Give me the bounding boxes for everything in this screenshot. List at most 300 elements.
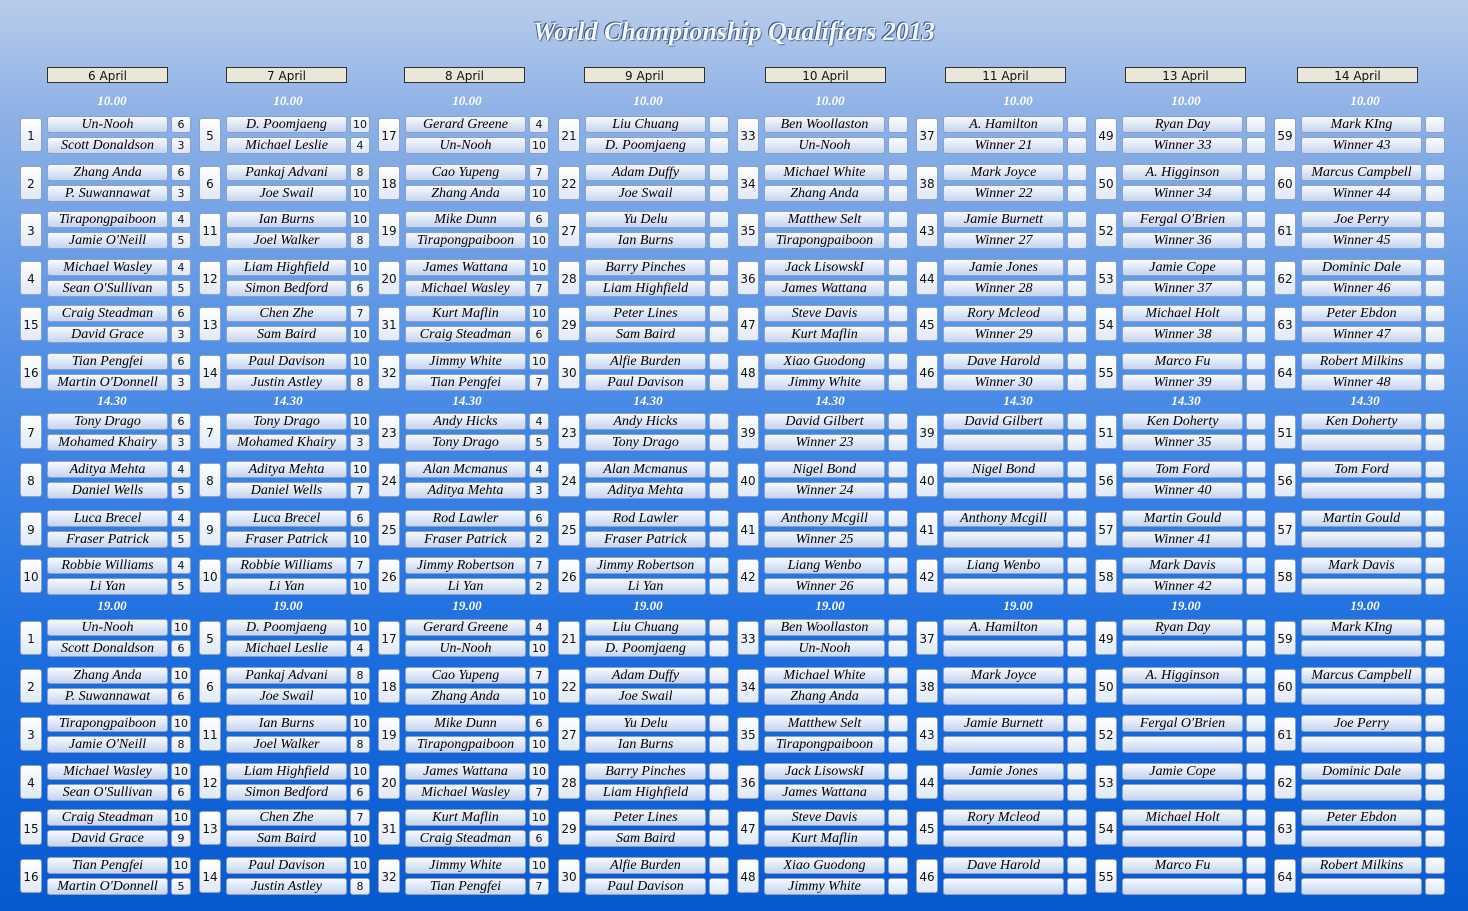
player-1-name: Liang Wenbo bbox=[764, 557, 885, 574]
player-1-score[interactable]: 10 bbox=[529, 305, 549, 322]
player-1-name: Ian Burns bbox=[226, 211, 347, 228]
player-2-score[interactable] bbox=[709, 736, 729, 753]
player-1-score[interactable]: 6 bbox=[529, 510, 549, 527]
player-2-score[interactable]: 6 bbox=[350, 280, 370, 297]
player-1-score[interactable] bbox=[709, 461, 729, 478]
player-2-score[interactable] bbox=[1246, 736, 1266, 753]
player-2-score[interactable]: 10 bbox=[529, 137, 549, 154]
player-1-score[interactable] bbox=[1067, 305, 1087, 322]
player-2-score[interactable] bbox=[1246, 640, 1266, 657]
player-1-score[interactable] bbox=[709, 211, 729, 228]
player-2-score[interactable]: 4 bbox=[350, 640, 370, 657]
player-1-score[interactable] bbox=[1425, 116, 1445, 133]
player-2-score[interactable] bbox=[1425, 640, 1445, 657]
match-number: 17 bbox=[378, 621, 400, 655]
player-1-score[interactable]: 10 bbox=[171, 857, 191, 874]
player-1-score[interactable]: 10 bbox=[171, 809, 191, 826]
player-2-score[interactable] bbox=[888, 688, 908, 705]
player-1-name: Tony Drago bbox=[226, 413, 347, 430]
player-2-score[interactable]: 10 bbox=[350, 830, 370, 847]
player-1-score[interactable] bbox=[1425, 619, 1445, 636]
player-2-score[interactable] bbox=[1246, 878, 1266, 895]
player-1-score[interactable] bbox=[888, 413, 908, 430]
player-1-score[interactable]: 10 bbox=[171, 763, 191, 780]
player-1-score[interactable] bbox=[709, 164, 729, 181]
player-1-score[interactable]: 10 bbox=[171, 619, 191, 636]
player-2-score[interactable] bbox=[709, 784, 729, 801]
player-2-score[interactable]: 3 bbox=[529, 482, 549, 499]
player-1-score[interactable]: 10 bbox=[350, 413, 370, 430]
player-2-name: Tony Drago bbox=[405, 434, 526, 451]
player-1-score[interactable] bbox=[1246, 353, 1266, 370]
player-2-name: Winner 39 bbox=[1122, 374, 1243, 391]
player-2-score[interactable] bbox=[709, 578, 729, 595]
player-1-score[interactable]: 10 bbox=[350, 461, 370, 478]
player-2-score[interactable]: 5 bbox=[529, 434, 549, 451]
player-1-score[interactable] bbox=[1246, 305, 1266, 322]
session-time: 19.00 bbox=[815, 598, 845, 613]
match-number: 36 bbox=[737, 765, 759, 799]
player-1-score[interactable] bbox=[888, 809, 908, 826]
player-2-score[interactable] bbox=[888, 232, 908, 249]
player-1-score[interactable] bbox=[1067, 461, 1087, 478]
player-1-score[interactable]: 4 bbox=[171, 259, 191, 276]
player-1-score[interactable] bbox=[709, 715, 729, 732]
player-1-score[interactable] bbox=[709, 667, 729, 684]
player-1-score[interactable] bbox=[709, 510, 729, 527]
player-1-score[interactable]: 10 bbox=[350, 211, 370, 228]
player-1-score[interactable]: 4 bbox=[529, 619, 549, 636]
player-2-score[interactable] bbox=[888, 280, 908, 297]
player-1-score[interactable] bbox=[1067, 259, 1087, 276]
player-1-name: Dominic Dale bbox=[1301, 763, 1422, 780]
player-1-score[interactable]: 6 bbox=[171, 116, 191, 133]
player-1-score[interactable] bbox=[1425, 857, 1445, 874]
player-1-score[interactable] bbox=[1246, 557, 1266, 574]
match-number: 9 bbox=[20, 512, 42, 546]
match-number: 13 bbox=[199, 307, 221, 341]
player-2-score[interactable] bbox=[888, 640, 908, 657]
player-2-score[interactable]: 3 bbox=[350, 434, 370, 451]
player-2-score[interactable] bbox=[1246, 185, 1266, 202]
player-1-score[interactable] bbox=[1067, 857, 1087, 874]
player-1-score[interactable]: 10 bbox=[350, 259, 370, 276]
player-2-score[interactable] bbox=[1425, 232, 1445, 249]
player-1-score[interactable]: 4 bbox=[529, 461, 549, 478]
player-1-score[interactable] bbox=[1067, 510, 1087, 527]
player-1-score[interactable] bbox=[1246, 116, 1266, 133]
player-2-score[interactable]: 6 bbox=[529, 326, 549, 343]
player-2-score[interactable] bbox=[1067, 374, 1087, 391]
player-1-score[interactable]: 6 bbox=[171, 413, 191, 430]
player-2-score[interactable] bbox=[1067, 232, 1087, 249]
player-2-score[interactable]: 4 bbox=[350, 137, 370, 154]
match-number: 7 bbox=[20, 415, 42, 449]
player-2-score[interactable]: 7 bbox=[529, 878, 549, 895]
player-2-score[interactable]: 8 bbox=[350, 232, 370, 249]
player-1-score[interactable]: 4 bbox=[171, 211, 191, 228]
player-1-score[interactable]: 6 bbox=[529, 715, 549, 732]
player-2-score[interactable]: 5 bbox=[171, 578, 191, 595]
player-2-score[interactable]: 8 bbox=[350, 374, 370, 391]
match-number: 5 bbox=[199, 118, 221, 152]
player-1-score[interactable] bbox=[1246, 211, 1266, 228]
player-2-score[interactable]: 5 bbox=[171, 482, 191, 499]
player-2-score[interactable] bbox=[1425, 878, 1445, 895]
player-1-score[interactable]: 7 bbox=[350, 809, 370, 826]
player-2-name bbox=[1122, 878, 1243, 895]
player-2-score[interactable]: 5 bbox=[171, 232, 191, 249]
player-2-score[interactable] bbox=[1067, 736, 1087, 753]
player-2-score[interactable] bbox=[1067, 784, 1087, 801]
player-2-score[interactable] bbox=[1067, 830, 1087, 847]
player-2-score[interactable] bbox=[888, 326, 908, 343]
player-1-score[interactable] bbox=[1067, 667, 1087, 684]
player-1-name: Cao Yupeng bbox=[405, 164, 526, 181]
player-1-score[interactable] bbox=[709, 413, 729, 430]
player-1-score[interactable]: 10 bbox=[529, 259, 549, 276]
player-2-score[interactable] bbox=[1425, 736, 1445, 753]
player-1-score[interactable] bbox=[1246, 857, 1266, 874]
player-2-score[interactable] bbox=[1246, 280, 1266, 297]
player-1-score[interactable]: 7 bbox=[529, 557, 549, 574]
match-number: 63 bbox=[1274, 811, 1296, 845]
player-1-score[interactable]: 10 bbox=[350, 763, 370, 780]
player-2-score[interactable] bbox=[1067, 326, 1087, 343]
player-2-score[interactable]: 10 bbox=[529, 185, 549, 202]
player-2-score[interactable] bbox=[709, 531, 729, 548]
player-2-score[interactable] bbox=[888, 137, 908, 154]
player-2-score[interactable] bbox=[709, 830, 729, 847]
player-1-score[interactable] bbox=[1246, 164, 1266, 181]
player-1-score[interactable] bbox=[709, 557, 729, 574]
player-2-name: Winner 33 bbox=[1122, 137, 1243, 154]
player-1-score[interactable] bbox=[1425, 305, 1445, 322]
player-2-score[interactable]: 5 bbox=[171, 531, 191, 548]
player-1-score[interactable]: 10 bbox=[529, 353, 549, 370]
player-2-score[interactable]: 6 bbox=[171, 688, 191, 705]
player-2-score[interactable]: 10 bbox=[529, 736, 549, 753]
player-1-score[interactable] bbox=[888, 857, 908, 874]
player-2-score[interactable] bbox=[709, 688, 729, 705]
player-1-score[interactable]: 10 bbox=[529, 857, 549, 874]
player-2-score[interactable] bbox=[888, 531, 908, 548]
player-1-score[interactable]: 8 bbox=[350, 667, 370, 684]
player-2-score[interactable] bbox=[888, 878, 908, 895]
player-1-score[interactable] bbox=[888, 557, 908, 574]
player-1-score[interactable] bbox=[1067, 164, 1087, 181]
player-1-score[interactable] bbox=[888, 667, 908, 684]
player-1-score[interactable]: 4 bbox=[529, 413, 549, 430]
player-2-score[interactable] bbox=[709, 640, 729, 657]
player-2-score[interactable] bbox=[1067, 434, 1087, 451]
player-1-score[interactable] bbox=[888, 211, 908, 228]
player-2-score[interactable] bbox=[1425, 482, 1445, 499]
player-1-name: Mark KIng bbox=[1301, 619, 1422, 636]
player-1-score[interactable]: 7 bbox=[350, 557, 370, 574]
player-1-score[interactable] bbox=[888, 353, 908, 370]
player-2-score[interactable]: 10 bbox=[529, 640, 549, 657]
player-1-score[interactable]: 4 bbox=[171, 510, 191, 527]
match-number: 5 bbox=[199, 621, 221, 655]
player-1-score[interactable] bbox=[1067, 557, 1087, 574]
session-time: 14.30 bbox=[633, 393, 663, 408]
player-2-score[interactable] bbox=[709, 434, 729, 451]
session-time: 10.00 bbox=[633, 93, 663, 108]
player-2-score[interactable] bbox=[1246, 137, 1266, 154]
player-1-score[interactable] bbox=[1425, 715, 1445, 732]
player-1-score[interactable] bbox=[888, 116, 908, 133]
player-1-score[interactable]: 7 bbox=[529, 667, 549, 684]
player-1-score[interactable] bbox=[709, 619, 729, 636]
player-1-score[interactable] bbox=[1246, 510, 1266, 527]
player-2-score[interactable] bbox=[1067, 482, 1087, 499]
player-1-score[interactable] bbox=[1425, 510, 1445, 527]
player-1-name: Andy Hicks bbox=[585, 413, 706, 430]
player-2-score[interactable] bbox=[888, 482, 908, 499]
player-2-score[interactable]: 2 bbox=[529, 531, 549, 548]
player-1-name: Michael Holt bbox=[1122, 809, 1243, 826]
player-1-score[interactable] bbox=[1425, 461, 1445, 478]
player-2-score[interactable] bbox=[1425, 434, 1445, 451]
player-2-score[interactable]: 8 bbox=[171, 736, 191, 753]
player-1-score[interactable]: 6 bbox=[171, 305, 191, 322]
player-2-name bbox=[943, 640, 1064, 657]
player-2-score[interactable] bbox=[709, 280, 729, 297]
player-1-score[interactable] bbox=[1425, 763, 1445, 780]
player-2-score[interactable] bbox=[1067, 185, 1087, 202]
player-2-score[interactable]: 6 bbox=[171, 784, 191, 801]
player-1-score[interactable] bbox=[709, 809, 729, 826]
player-2-score[interactable]: 10 bbox=[350, 185, 370, 202]
player-1-score[interactable] bbox=[1425, 259, 1445, 276]
player-2-score[interactable] bbox=[1425, 531, 1445, 548]
player-2-score[interactable] bbox=[1246, 531, 1266, 548]
player-1-score[interactable]: 6 bbox=[529, 211, 549, 228]
player-1-score[interactable] bbox=[1067, 715, 1087, 732]
match-number: 55 bbox=[1095, 355, 1117, 389]
player-2-score[interactable] bbox=[1425, 830, 1445, 847]
player-2-score[interactable]: 6 bbox=[350, 784, 370, 801]
player-1-score[interactable] bbox=[888, 619, 908, 636]
player-1-score[interactable] bbox=[1425, 353, 1445, 370]
match-number: 48 bbox=[737, 355, 759, 389]
player-2-score[interactable] bbox=[1246, 482, 1266, 499]
player-2-score[interactable] bbox=[709, 374, 729, 391]
player-1-score[interactable] bbox=[709, 259, 729, 276]
player-1-score[interactable] bbox=[709, 353, 729, 370]
player-2-score[interactable]: 10 bbox=[350, 531, 370, 548]
player-1-score[interactable]: 8 bbox=[350, 164, 370, 181]
player-2-score[interactable] bbox=[1067, 578, 1087, 595]
player-1-score[interactable] bbox=[1067, 116, 1087, 133]
player-1-score[interactable] bbox=[888, 510, 908, 527]
player-1-score[interactable]: 7 bbox=[529, 164, 549, 181]
player-2-score[interactable] bbox=[888, 736, 908, 753]
player-1-name: Fergal O'Brien bbox=[1122, 211, 1243, 228]
player-2-score[interactable]: 8 bbox=[350, 736, 370, 753]
player-2-score[interactable]: 2 bbox=[529, 578, 549, 595]
player-1-score[interactable]: 4 bbox=[171, 461, 191, 478]
player-1-score[interactable] bbox=[1067, 211, 1087, 228]
player-2-score[interactable] bbox=[1425, 784, 1445, 801]
player-2-score[interactable] bbox=[709, 326, 729, 343]
player-2-score[interactable] bbox=[888, 784, 908, 801]
player-2-score[interactable]: 7 bbox=[529, 280, 549, 297]
player-1-score[interactable] bbox=[1246, 413, 1266, 430]
player-2-score[interactable]: 10 bbox=[350, 326, 370, 343]
match-number: 9 bbox=[199, 512, 221, 546]
player-1-score[interactable] bbox=[1067, 619, 1087, 636]
player-1-score[interactable] bbox=[1067, 413, 1087, 430]
player-1-score[interactable]: 10 bbox=[350, 619, 370, 636]
player-1-score[interactable]: 10 bbox=[171, 715, 191, 732]
session-time: 14.30 bbox=[1350, 393, 1380, 408]
player-1-score[interactable]: 6 bbox=[171, 164, 191, 181]
match-number: 57 bbox=[1274, 512, 1296, 546]
player-1-score[interactable]: 10 bbox=[350, 116, 370, 133]
player-1-score[interactable] bbox=[888, 715, 908, 732]
player-1-score[interactable] bbox=[888, 763, 908, 780]
player-1-score[interactable]: 7 bbox=[350, 305, 370, 322]
player-1-name: Jimmy Robertson bbox=[585, 557, 706, 574]
player-2-score[interactable] bbox=[1067, 640, 1087, 657]
player-1-score[interactable] bbox=[1425, 164, 1445, 181]
player-2-score[interactable] bbox=[888, 578, 908, 595]
player-2-score[interactable] bbox=[1067, 878, 1087, 895]
player-2-name: Zhang Anda bbox=[764, 688, 885, 705]
player-1-score[interactable] bbox=[888, 164, 908, 181]
player-2-score[interactable]: 3 bbox=[171, 374, 191, 391]
player-2-score[interactable] bbox=[1246, 578, 1266, 595]
player-1-score[interactable] bbox=[1246, 461, 1266, 478]
player-2-score[interactable] bbox=[1425, 578, 1445, 595]
player-2-score[interactable]: 7 bbox=[529, 784, 549, 801]
player-2-score[interactable] bbox=[709, 185, 729, 202]
player-2-score[interactable] bbox=[1246, 232, 1266, 249]
player-2-score[interactable] bbox=[1246, 688, 1266, 705]
player-2-score[interactable]: 9 bbox=[171, 830, 191, 847]
player-2-score[interactable] bbox=[1425, 280, 1445, 297]
player-2-score[interactable]: 3 bbox=[171, 326, 191, 343]
match-number: 8 bbox=[199, 463, 221, 497]
player-2-score[interactable]: 3 bbox=[171, 185, 191, 202]
player-1-score[interactable] bbox=[709, 857, 729, 874]
player-1-score[interactable] bbox=[1246, 259, 1266, 276]
player-2-score[interactable] bbox=[1425, 326, 1445, 343]
player-2-score[interactable] bbox=[1246, 830, 1266, 847]
player-2-score[interactable] bbox=[1425, 688, 1445, 705]
player-2-score[interactable]: 10 bbox=[350, 688, 370, 705]
match-number: 21 bbox=[558, 621, 580, 655]
player-2-score[interactable]: 8 bbox=[350, 878, 370, 895]
player-2-name: Joe Swail bbox=[585, 185, 706, 202]
player-1-score[interactable] bbox=[709, 305, 729, 322]
player-1-score[interactable] bbox=[1067, 809, 1087, 826]
player-1-score[interactable]: 4 bbox=[529, 116, 549, 133]
player-2-score[interactable]: 7 bbox=[529, 374, 549, 391]
player-1-score[interactable] bbox=[1067, 353, 1087, 370]
player-2-score[interactable]: 3 bbox=[171, 434, 191, 451]
player-2-score[interactable]: 3 bbox=[171, 137, 191, 154]
match-number: 25 bbox=[558, 512, 580, 546]
player-1-score[interactable] bbox=[1425, 557, 1445, 574]
player-2-score[interactable] bbox=[1425, 137, 1445, 154]
player-2-score[interactable]: 6 bbox=[529, 830, 549, 847]
player-2-score[interactable]: 10 bbox=[529, 232, 549, 249]
player-1-score[interactable]: 6 bbox=[171, 353, 191, 370]
player-1-score[interactable] bbox=[888, 305, 908, 322]
player-1-score[interactable]: 10 bbox=[350, 715, 370, 732]
player-2-name: Kurt Maflin bbox=[764, 326, 885, 343]
player-2-score[interactable] bbox=[1425, 185, 1445, 202]
player-2-name: Li Yan bbox=[585, 578, 706, 595]
player-2-score[interactable]: 10 bbox=[350, 578, 370, 595]
player-1-score[interactable] bbox=[888, 461, 908, 478]
player-1-score[interactable]: 4 bbox=[171, 557, 191, 574]
player-2-score[interactable] bbox=[1246, 784, 1266, 801]
player-1-score[interactable] bbox=[1246, 715, 1266, 732]
player-1-score[interactable] bbox=[1246, 619, 1266, 636]
player-2-score[interactable] bbox=[709, 482, 729, 499]
player-2-score[interactable] bbox=[888, 185, 908, 202]
player-1-score[interactable] bbox=[1425, 809, 1445, 826]
player-1-score[interactable] bbox=[709, 116, 729, 133]
player-2-score[interactable] bbox=[1425, 374, 1445, 391]
player-2-score[interactable] bbox=[888, 830, 908, 847]
player-2-score[interactable]: 10 bbox=[529, 688, 549, 705]
player-1-score[interactable]: 10 bbox=[350, 857, 370, 874]
player-1-name: Marcus Campbell bbox=[1301, 667, 1422, 684]
player-2-score[interactable]: 5 bbox=[171, 280, 191, 297]
player-2-score[interactable] bbox=[1067, 688, 1087, 705]
player-1-score[interactable] bbox=[1246, 809, 1266, 826]
player-2-score[interactable] bbox=[1067, 280, 1087, 297]
player-1-score[interactable]: 10 bbox=[529, 809, 549, 826]
player-1-score[interactable] bbox=[1246, 667, 1266, 684]
player-2-score[interactable] bbox=[1246, 326, 1266, 343]
player-2-score[interactable]: 6 bbox=[171, 640, 191, 657]
player-2-score[interactable] bbox=[709, 137, 729, 154]
date-header: 14 April bbox=[1297, 67, 1418, 83]
player-1-score[interactable] bbox=[1067, 763, 1087, 780]
player-1-score[interactable] bbox=[1425, 667, 1445, 684]
player-1-score[interactable]: 10 bbox=[350, 353, 370, 370]
player-1-score[interactable] bbox=[888, 259, 908, 276]
player-1-score[interactable] bbox=[1425, 413, 1445, 430]
player-1-score[interactable] bbox=[1425, 211, 1445, 228]
player-2-score[interactable]: 7 bbox=[350, 482, 370, 499]
player-2-score[interactable] bbox=[1246, 374, 1266, 391]
player-1-score[interactable] bbox=[709, 763, 729, 780]
player-2-name: Martin O'Donnell bbox=[47, 878, 168, 895]
player-1-score[interactable] bbox=[1246, 763, 1266, 780]
player-2-score[interactable] bbox=[888, 374, 908, 391]
player-2-score[interactable]: 5 bbox=[171, 878, 191, 895]
date-header: 13 April bbox=[1125, 67, 1246, 83]
match-number: 26 bbox=[378, 559, 400, 593]
player-2-name: Sam Baird bbox=[226, 830, 347, 847]
player-2-score[interactable] bbox=[1067, 137, 1087, 154]
player-1-score[interactable]: 10 bbox=[529, 763, 549, 780]
player-2-score[interactable] bbox=[1246, 434, 1266, 451]
player-2-score[interactable] bbox=[1067, 531, 1087, 548]
player-1-score[interactable]: 6 bbox=[350, 510, 370, 527]
player-2-score[interactable] bbox=[709, 878, 729, 895]
player-2-score[interactable] bbox=[888, 434, 908, 451]
player-2-score[interactable] bbox=[709, 232, 729, 249]
player-1-score[interactable]: 10 bbox=[171, 667, 191, 684]
